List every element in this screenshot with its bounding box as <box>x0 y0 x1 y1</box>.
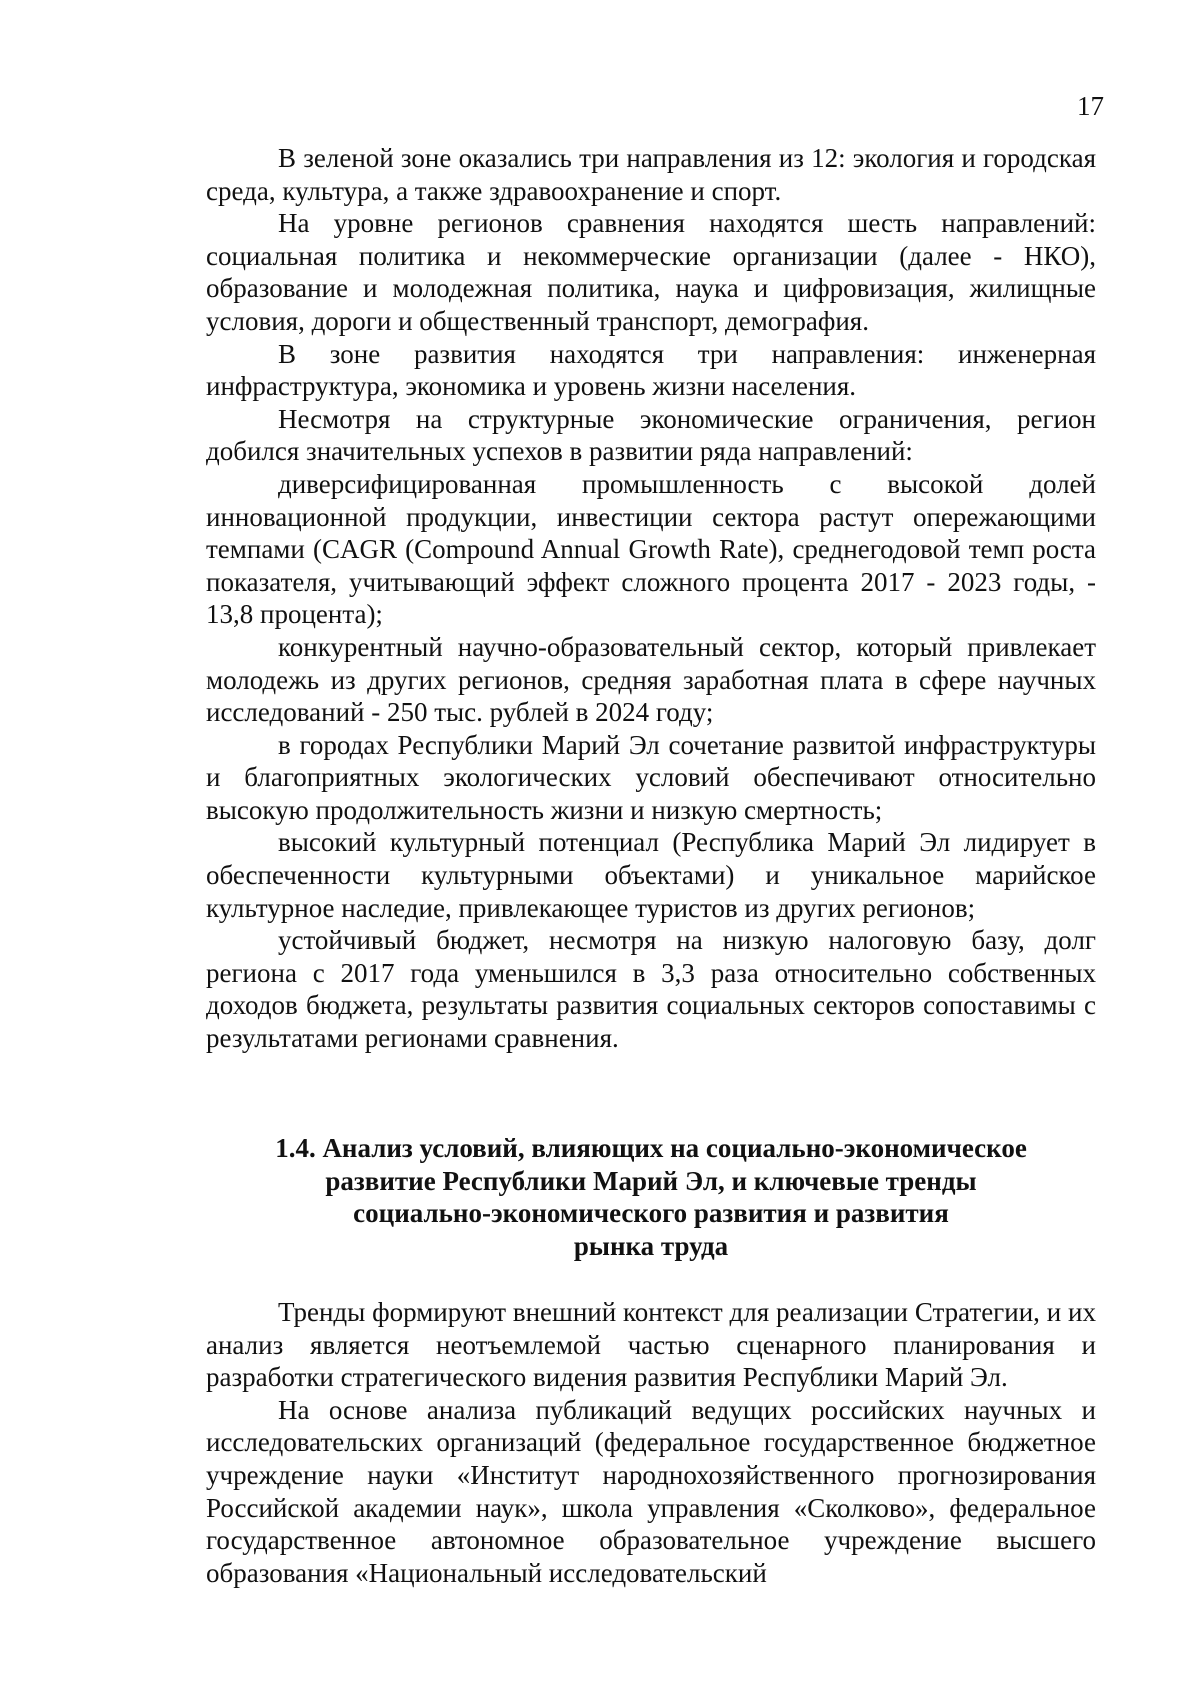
bottom-text-block <box>206 1296 1096 1589</box>
paragraph: Несмотря на структурные экономические ограничения, регион добился значительных успехов в развитии ряда направлений: <box>206 403 1096 467</box>
heading-line: развитие Республики Марий Эл, и ключевые тренды <box>325 1165 977 1196</box>
paragraph: На основе анализа публикаций ведущих российских научных и исследовательских организаций (федеральное государственное бюджетное учреждение науки «Институт народнохозяйственного прогнозирования Российской академии наук», школа управления «Сколково», федеральное государственное автономное образовательное учреждение высшего образования «Национальный исследовательский <box>206 1394 1096 1588</box>
heading-line: 1.4. Анализ условий, влияющих на социально-экономическое <box>275 1133 1027 1163</box>
paragraph: Тренды формируют внешний контекст для реализации Стратегии, и их анализ является неотъемлемой частью сценарного планирования и разработки стратегического видения развития Республики Марий Эл. <box>206 1297 1096 1393</box>
paragraph: На уровне регионов сравнения находятся шесть направлений: социальная политика и некоммерческие организации (далее - НКО), образование и молодежная политика, наука и цифровизация, жилищные условия, дороги и общественный транспорт, демография. <box>206 208 1096 336</box>
list-paragraph: конкурентный научно-образовательный сектор, который привлекает молодежь из других регионов, средняя заработная плата в сфере научных исследований - 250 тыс. рублей в 2024 году; <box>206 631 1096 728</box>
list-paragraph: диверсифицированная промышленность с высокой долей инновационной продукции, инвестиции сектора растут опережающими темпами (CAGR (Compound Annual Growth Rate), среднегодовой темп роста показателя, учитывающий эффект сложного процента 2017 - 2023 годы, - 13,8 процента); <box>206 468 1096 630</box>
page-number: 17 <box>1077 91 1104 121</box>
list-paragraph: в городах Республики Марий Эл сочетание развитой инфраструктуры и благоприятных экологических условий обеспечивают относительно высокую продолжительность жизни и низкую смертность; <box>206 729 1096 825</box>
heading-line: рынка труда <box>573 1230 729 1261</box>
section-heading <box>206 1132 1096 1262</box>
top-text-block <box>206 142 1096 1055</box>
list-paragraph: устойчивый бюджет, несмотря на низкую налоговую базу, долг региона с 2017 года уменьшился в 3,3 раза относительно собственных доходов бюджета, результаты развития социальных секторов сопоставимы с результатами регионами сравнения. <box>206 925 1096 1054</box>
list-paragraph: высокий культурный потенциал (Республика Марий Эл лидирует в обеспеченности культурными объектами) и уникальное марийское культурное наследие, привлекающее туристов из других регионов; <box>206 827 1096 923</box>
heading-line: социально-экономического развития и развития <box>353 1198 949 1229</box>
paragraph: В зоне развития находятся три направления: инженерная инфраструктура, экономика и уровень жизни населения. <box>206 338 1096 402</box>
paragraph: В зеленой зоне оказались три направления из 12: экология и городская среда, культура, а также здравоохранение и спорт. <box>206 143 1096 206</box>
